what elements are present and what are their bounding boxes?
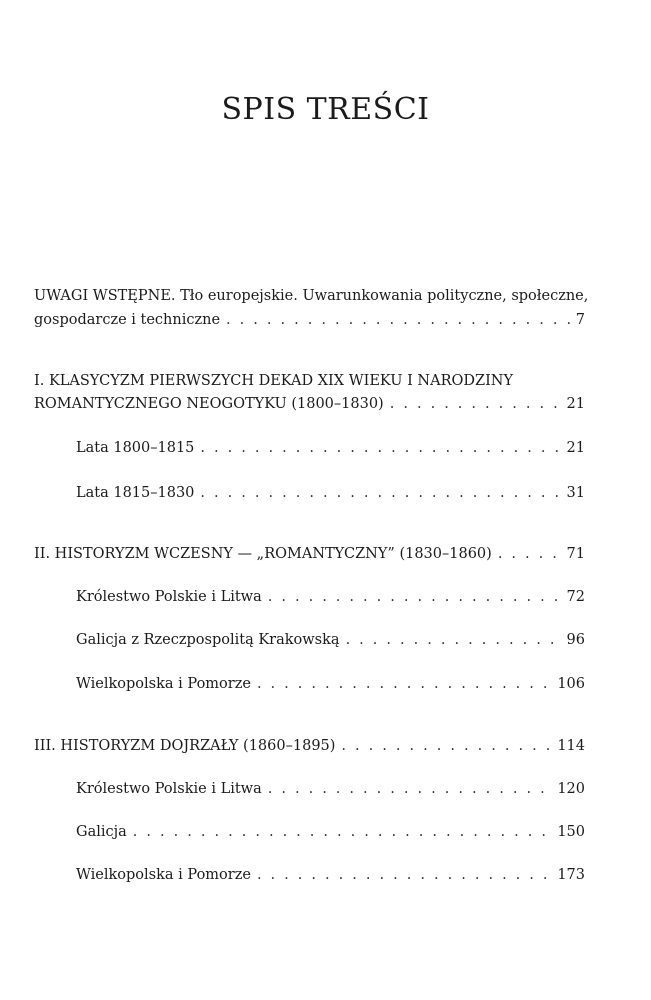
dot-leader xyxy=(133,822,552,842)
toc-chapter-1-sub-1-page: 21 xyxy=(566,440,585,456)
dot-leader xyxy=(200,438,560,458)
toc-chapter-1-title-line2: ROMANTYCZNEGO NEOGOTYKU (1800–1830) xyxy=(34,396,384,412)
toc-intro-title-line1: UWAGI WSTĘPNE. Tło europejskie. Uwarunkowania polityczne, społeczne, xyxy=(34,288,589,304)
toc-chapter-1-sub-2-page: 31 xyxy=(566,485,585,501)
dot-leader xyxy=(498,544,561,564)
dot-leader xyxy=(257,865,551,885)
toc-chapter-3-sub-3-page: 173 xyxy=(557,867,585,883)
toc-entry-chapter-2-sub-2[interactable] xyxy=(76,630,585,650)
dot-leader xyxy=(268,779,552,799)
toc-chapter-2-sub-2-page: 96 xyxy=(566,632,585,648)
toc-entry-chapter-3-sub-2[interactable] xyxy=(76,822,585,842)
toc-chapter-2-sub-1-label: Królestwo Polskie i Litwa xyxy=(76,589,262,605)
toc-entry-chapter-1-sub-1[interactable] xyxy=(76,438,585,458)
toc-chapter-1-title-line1: I. KLASYCYZM PIERWSZYCH DEKAD XIX WIEKU I NARODZINY xyxy=(34,373,514,389)
dot-leader xyxy=(257,674,551,694)
dot-leader xyxy=(226,310,570,330)
toc-entry-chapter-2-sub-1[interactable] xyxy=(76,587,585,607)
toc-chapter-3-page: 114 xyxy=(557,738,585,754)
dot-leader xyxy=(268,587,561,607)
toc-chapter-3-sub-1-label: Królestwo Polskie i Litwa xyxy=(76,781,262,797)
toc-chapter-1-sub-1-label: Lata 1800–1815 xyxy=(76,440,195,456)
toc-entry-chapter-2-sub-3[interactable] xyxy=(76,674,585,694)
toc-chapter-3-sub-2-label: Galicja xyxy=(76,824,127,840)
toc-chapter-1-page: 21 xyxy=(566,396,585,412)
dot-leader xyxy=(200,483,560,503)
toc-chapter-2-title: II. HISTORYZM WCZESNY — „ROMANTYCZNY” (1830–1860) xyxy=(34,546,492,562)
toc-chapter-1-sub-2-label: Lata 1815–1830 xyxy=(76,485,195,501)
toc-intro-title-line2: gospodarcze i techniczne xyxy=(34,312,221,328)
toc-entry-chapter-1-sub-2[interactable] xyxy=(76,483,585,503)
toc-chapter-3-sub-3-label: Wielkopolska i Pomorze xyxy=(76,867,251,883)
toc-entry-chapter-1[interactable] xyxy=(34,394,585,414)
toc-entry-chapter-3-sub-1[interactable] xyxy=(76,779,585,799)
toc-entry-chapter-2[interactable] xyxy=(34,544,585,564)
toc-chapter-2-sub-3-label: Wielkopolska i Pomorze xyxy=(76,676,251,692)
toc-chapter-3-sub-1-page: 120 xyxy=(557,781,585,797)
toc-intro-page: 7 xyxy=(575,312,585,328)
toc-chapter-2-sub-1-page: 72 xyxy=(566,589,585,605)
toc-chapter-2-sub-2-label: Galicja z Rzeczpospolitą Krakowską xyxy=(76,632,340,648)
toc-entry-chapter-3-sub-3[interactable] xyxy=(76,865,585,885)
toc-chapter-2-sub-3-page: 106 xyxy=(557,676,585,692)
toc-chapter-3-title: III. HISTORYZM DOJRZAŁY (1860–1895) xyxy=(34,738,336,754)
toc-chapter-2-page: 71 xyxy=(566,546,585,562)
dot-leader xyxy=(341,736,551,756)
toc-entry-chapter-3[interactable] xyxy=(34,736,585,756)
dot-leader xyxy=(346,630,561,650)
toc-chapter-3-sub-2-page: 150 xyxy=(557,824,585,840)
toc-entry-intro[interactable] xyxy=(34,310,585,330)
dot-leader xyxy=(390,394,561,414)
page-title: SPIS TREŚCI xyxy=(221,92,430,127)
